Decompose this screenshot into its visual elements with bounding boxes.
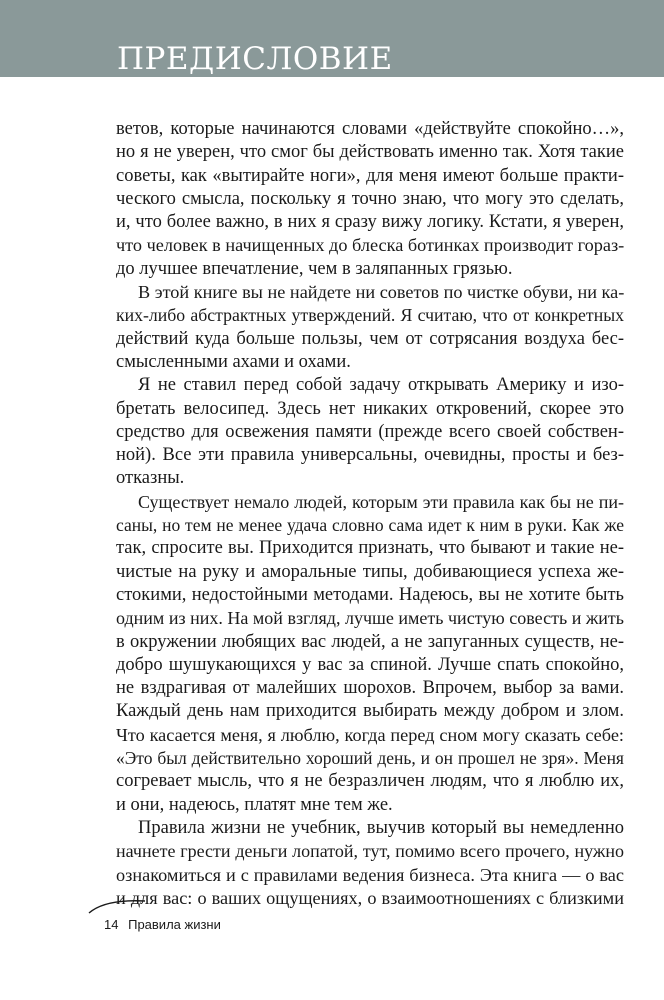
- text-line: в окружении любящих вас людей, а не запуганных существ, не-: [116, 631, 624, 652]
- text-line: одним из них. На мой взгляд, лучше иметь чистую совесть и жить: [116, 608, 624, 629]
- text-line: Я не ставил перед собой задачу открывать Америку и изо-: [138, 375, 624, 396]
- text-line: Правила жизни не учебник, выучив который вы немедленно: [138, 817, 624, 838]
- text-line: начнете грести деньги лопатой, тут, помимо всего прочего, нужно: [116, 841, 624, 862]
- text-line: советы, как «вытирайте ноги», для меня имеют больше практи-: [116, 165, 624, 186]
- text-line: стокими, недостойными методами. Надеюсь, вы не хотите быть: [116, 584, 624, 605]
- text-line: Существует немало людей, которым эти правила как бы не пи-: [138, 491, 624, 512]
- text-line: отказны.: [116, 468, 185, 489]
- text-line: и они, надеюсь, платят мне тем же.: [116, 794, 393, 815]
- page-number: 14: [104, 917, 119, 932]
- text-line: В этой книге вы не найдете ни советов по чистке обуви, ни ка-: [138, 282, 625, 303]
- text-line: и для вас: о ваших ощущениях, о взаимоотношениях с близкими: [116, 887, 624, 908]
- text-line: согревает мысль, что я не безразличен людям, что я люблю их,: [116, 771, 624, 792]
- text-line: Что касается меня, я люблю, когда перед сном могу сказать себе:: [116, 724, 624, 745]
- page-footer: [104, 917, 221, 932]
- text-line: ких-либо абстрактных утверждений. Я считаю, что от конкретных: [116, 305, 624, 326]
- text-line: что человек в начищенных до блеска ботинках производит гораз-: [116, 235, 625, 256]
- running-title: Правила жизни: [128, 917, 221, 932]
- text-line: бретать велосипед. Здесь нет никаких откровений, скорее это: [116, 398, 624, 419]
- text-line: смысленными ахами и охами.: [116, 351, 351, 372]
- text-line: добро шушукающихся у вас за спиной. Лучше спать спокойно,: [116, 654, 624, 675]
- text-line: чистые на руку и аморальные типы, добивающиеся успеха же-: [116, 561, 624, 582]
- text-line: и, что более важно, в них я сразу вижу логику. Кстати, я уверен,: [116, 212, 624, 233]
- text-line: ветов, которые начинаются словами «действуйте спокойно…»,: [116, 119, 624, 139]
- text-line: Каждый день нам приходится выбирать между добром и злом.: [116, 701, 624, 722]
- text-line: средство для освежения памяти (прежде всего своей собствен-: [116, 421, 624, 442]
- body-text: [116, 118, 624, 910]
- text-line: «Это был действительно хороший день, и он прошел не зря». Меня: [116, 748, 624, 769]
- text-line: действий куда больше пользы, чем от сотрясания воздуха бес-: [116, 328, 624, 349]
- text-line: ческого смысла, поскольку я точно знаю, что могу это сделать,: [116, 188, 624, 209]
- text-line: до лучшее впечатление, чем в заляпанных грязью.: [116, 258, 513, 279]
- text-line: так, спросите вы. Приходится признать, что бывают и такие не-: [116, 538, 624, 559]
- chapter-title: ПРЕДИСЛОВИЕ: [117, 41, 393, 77]
- text-line: ознакомиться и с правилами ведения бизнеса. Эта книга — о вас: [116, 864, 624, 885]
- text-line: но я не уверен, что смог бы действовать именно так. Хотя такие: [116, 142, 624, 163]
- text-line: ной). Все эти правила универсальны, очевидны, просты и без-: [116, 445, 624, 466]
- text-line: не вздрагивая от малейших шорохов. Впрочем, выбор за вами.: [116, 678, 624, 699]
- footer-arc-ornament: [87, 895, 147, 915]
- text-line: саны, но тем не менее удача словно сама идет к ним в руки. Как же: [116, 515, 624, 536]
